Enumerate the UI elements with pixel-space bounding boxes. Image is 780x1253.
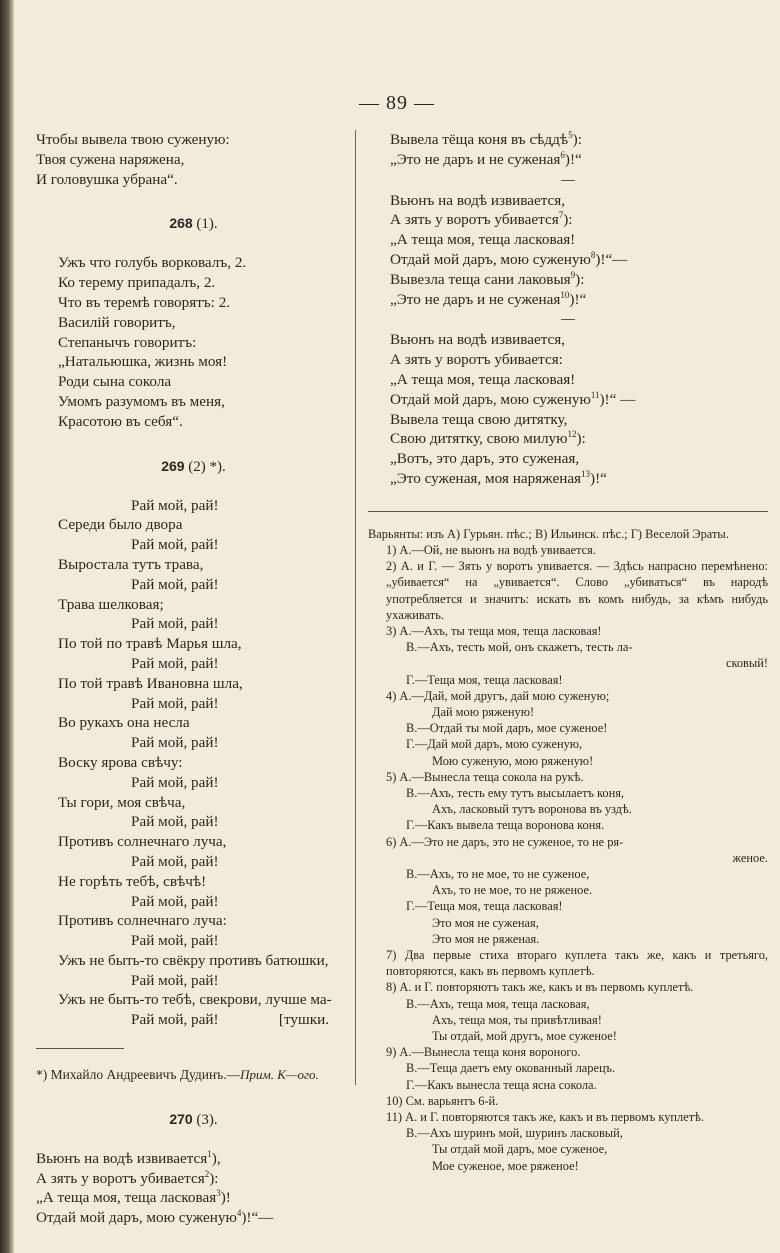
- text-line: Вывезла теща сани лаковыя$^9$):: [390, 269, 585, 288]
- text-line: Что въ теремѣ говорятъ: 2.: [58, 293, 231, 311]
- text-line: Противъ солнечнаго луча:: [58, 912, 227, 930]
- variant-note: Ахъ, ласковый тутъ воронова въ уздѣ.: [432, 802, 632, 817]
- variant-note: В.—Ахъ, то не мое, то не суженое,: [406, 867, 590, 882]
- text-line: Ты гори, моя свѣча,: [58, 793, 186, 811]
- variant-note: Г.—Теща моя, теща ласковая!: [406, 899, 563, 914]
- text-line: По той травѣ Ивановна шла,: [58, 674, 243, 692]
- text-line: И головушка убрана“.: [36, 170, 178, 188]
- variant-note: 6) А.—Это не даръ, это не суженое, то не ря-: [386, 834, 624, 849]
- footnote-marker: 2: [204, 1168, 210, 1179]
- text-line: Отдай мой даръ, мою суженую$^4$)!“—: [36, 1208, 274, 1227]
- variant-note: В.—Отдай ты мой даръ, мое суженое!: [406, 721, 608, 736]
- footnote-marker: 7: [558, 210, 564, 221]
- text-line: Отдай мой даръ, мою суженую$^8$)!“—: [390, 249, 628, 268]
- text-line: А зять у воротъ убивается$^2$):: [36, 1168, 219, 1187]
- text-line: Вьюнъ на водѣ извивается$^1$),: [36, 1148, 221, 1167]
- text-line: Ко терему припадалъ, 2.: [58, 274, 216, 292]
- text-line: Рай мой, рай!: [131, 892, 219, 910]
- variant-note: В.—Ахъ, тесть мой, онъ скажетъ, тесть ла-: [406, 640, 633, 655]
- footnote-marker: 3: [216, 1188, 221, 1199]
- column-divider: [355, 130, 356, 1085]
- text-line: Ужъ не быть-то тебѣ, свекрови, лучше ма-: [58, 991, 332, 1009]
- line-tail: ):: [209, 1169, 219, 1187]
- line-tail: )!“: [569, 290, 587, 308]
- book-binding-edge: [0, 0, 14, 1253]
- text-line: А зять у воротъ убивается$^7$):: [390, 210, 573, 229]
- variant-note: 2) А. и Г. — Зять у воротъ увивается. — Здѣсь напрасно перемѣнено: „убивается“ на „увивается“. Слово „убиваться“ въ народѣ употребляется и значитъ: искать въ комъ нибудь, за кѣмъ нибудь ухаживать.: [386, 559, 768, 622]
- variant-note: Варьянты: изъ А) Гурьян. пѣс.; В) Ильинск. пѣс.; Г) Веселой Эраты.: [368, 526, 729, 541]
- footnote-marker: 9: [570, 269, 576, 280]
- variant-note: В.—Ахъ шуринъ мой, шуринъ ласковый,: [406, 1126, 623, 1141]
- text-line: Свою дитятку, свою милую$^{12}$):: [390, 429, 586, 448]
- variant-note: Ты отдай мой даръ, мое суженое,: [432, 1142, 608, 1157]
- text-line: Рай мой, рай!: [131, 773, 219, 791]
- footnote-marker: 13: [581, 468, 591, 479]
- text-line: „Натальюшка, жизнь моя!: [58, 353, 228, 371]
- variant-note: 8) А. и Г. повторяютъ такъ же, какъ и въ первомъ куплетѣ.: [386, 980, 694, 995]
- variant-note: Ахъ, то не мое, то не ряженое.: [432, 883, 593, 898]
- variant-note: Г.—Какъ вынесла теща ясна сокола.: [406, 1077, 597, 1092]
- song-270-text: [36, 1149, 351, 1228]
- text-line: Рай мой, рай!: [131, 496, 219, 514]
- footnote: *) Михайло Андреевичъ Дудинъ.—Прим. К—ого.: [36, 1067, 319, 1083]
- text-line: Рай мой, рай!: [131, 575, 219, 593]
- variant-note: Дай мою ряженую!: [432, 704, 535, 719]
- line-tail: ),: [211, 1149, 221, 1167]
- text-line: Середи было двора: [58, 516, 183, 534]
- variant-note: 5) А.—Вынесла теща сокола на рукѣ.: [386, 769, 584, 784]
- text-line: По той по травѣ Марья шла,: [58, 635, 242, 653]
- text-line: Вывела теща свою дитятку,: [390, 410, 568, 428]
- variant-note: 11) А. и Г. повторяются такъ же, какъ и въ первомъ куплетѣ.: [386, 1110, 704, 1125]
- variant-note: Это моя не суженая,: [432, 915, 539, 930]
- line-tail: ):: [576, 430, 586, 448]
- text-line: Рай мой, рай!: [131, 734, 219, 752]
- text-line: Чтобы вывела твою суженую:: [36, 131, 230, 148]
- variant-note: Ахъ, теща моя, ты привѣтливая!: [432, 1012, 602, 1027]
- footnote-marker: 4: [236, 1208, 242, 1219]
- text-line: „Это суженая, моя наряженая$^{13}$)!“: [390, 468, 607, 487]
- text-line: Отдай мой даръ, мою суженую$^{11}$)!“ —: [390, 389, 636, 408]
- text-line: „А теща моя, теща ласковая$^3$)!: [36, 1188, 231, 1207]
- variant-note: В.—Ахъ, теща моя, теща ласковая,: [406, 996, 590, 1011]
- text-line: Степанычъ говоритъ:: [58, 333, 197, 351]
- text-line: Красотою въ себя“.: [58, 412, 183, 430]
- song-269-text: [36, 496, 351, 1031]
- variant-note: Это моя не ряженая.: [432, 931, 540, 946]
- variant-note: Мою суженую, мою ряженую!: [432, 753, 594, 768]
- variant-note: Ты отдай, мой другъ, мое суженое!: [432, 1029, 617, 1044]
- text-line: Рай мой, рай! [тушки.: [131, 1011, 329, 1029]
- variant-note: 7) Два первые стиха втораго куплета такъ же, какъ и третьяго, повторяются, какъ въ первомъ куплетѣ.: [386, 948, 768, 979]
- line-tail: )!“: [590, 469, 607, 487]
- book-page: [14, 0, 780, 1253]
- text-line: Выростала тутъ трава,: [58, 555, 204, 573]
- variant-note: В.—Теща даетъ ему окованный ларецъ.: [406, 1061, 616, 1076]
- song-268-heading: 268 (1).: [169, 215, 218, 233]
- variants-separator: [368, 511, 768, 512]
- variant-note: 1) А.—Ой, не вьюнъ на водѣ увивается.: [386, 542, 596, 557]
- line-tail: )!“—: [595, 250, 628, 268]
- text-line: Вьюнъ на водѣ извивается,: [390, 191, 566, 209]
- text-line: А зять у воротъ убивается:: [390, 351, 563, 369]
- text-line: Рай мой, рай!: [131, 615, 219, 633]
- footnote-marker: 5: [568, 129, 573, 140]
- text-line: Во рукахъ она несла: [58, 714, 190, 732]
- variant-note: Мое суженое, мое ряженое!: [432, 1158, 579, 1173]
- intro-lines: [36, 130, 351, 189]
- text-line: „Это не даръ и не суженая$^6$)!“: [390, 149, 582, 168]
- page-number: — 89 —: [359, 92, 435, 114]
- text-line: „А теща моя, теща ласковая!: [390, 370, 576, 388]
- footnote-marker: 1: [207, 1148, 212, 1159]
- variant-note: Г.—Теща моя, теща ласковая!: [406, 672, 563, 687]
- footnote-marker: 10: [560, 289, 570, 300]
- text-line: Умомъ разумомъ въ меня,: [58, 392, 225, 410]
- footnote-marker: 11: [590, 389, 600, 400]
- stanza-2: [368, 191, 768, 310]
- song-268-text: [36, 253, 351, 431]
- text-line: Не горѣть тебѣ, свѣчѣ!: [58, 872, 207, 890]
- variant-note: 3) А.—Ахъ, ты теща моя, теща ласковая!: [386, 623, 602, 638]
- text-line: Воску ярова свѣчу:: [58, 753, 183, 771]
- text-line: Вывела тёща коня въ сѣддѣ$^5$):: [390, 129, 582, 148]
- variants-notes: [368, 526, 768, 1174]
- line-tail: )!: [220, 1189, 231, 1207]
- variant-note: женое.: [732, 850, 768, 865]
- line-tail: ):: [563, 211, 573, 229]
- text-line: Ужъ что голубь ворковалъ, 2.: [58, 254, 247, 272]
- stanza-dash: [561, 180, 575, 181]
- line-tail: )!“ —: [599, 390, 636, 408]
- stanza-1: [368, 130, 768, 170]
- footnote-separator: [36, 1048, 124, 1049]
- text-line: Рай мой, рай!: [131, 694, 219, 712]
- song-270-heading: 270 (3).: [169, 1110, 218, 1128]
- line-tail: ):: [575, 270, 585, 288]
- text-line: Противъ солнечнаго луча,: [58, 833, 227, 851]
- stanza-dash: [561, 319, 575, 320]
- footnote-marker: 6: [560, 149, 565, 160]
- line-tail: ):: [572, 131, 582, 148]
- right-column: [368, 130, 768, 1174]
- text-line: Рай мой, рай!: [131, 536, 219, 554]
- text-line: Рай мой, рай!: [131, 971, 219, 989]
- text-line: „Это не даръ и не суженая$^{10}$)!“: [390, 289, 587, 308]
- text-line: Рай мой, рай!: [131, 932, 219, 950]
- text-line: Твоя сужена наряжена,: [36, 150, 185, 168]
- stanza-3: [368, 330, 768, 488]
- left-column: [36, 130, 351, 1228]
- footnote-marker: 12: [567, 429, 577, 440]
- text-line: Рай мой, рай!: [131, 654, 219, 672]
- song-269-heading: 269 (2) *).: [161, 457, 226, 475]
- variant-note: 10) См. варьянтъ 6-й.: [386, 1093, 499, 1108]
- footnote-marker: 8: [590, 249, 596, 260]
- text-line: Ужъ не быть-то свёкру противъ батюшки,: [58, 951, 329, 969]
- text-line: Василій говоритъ,: [58, 313, 176, 331]
- variant-note: В.—Ахъ, тесть ему тутъ высылаетъ коня,: [406, 786, 625, 800]
- text-line: Вьюнъ на водѣ извивается,: [390, 331, 566, 349]
- line-tail: )!“—: [241, 1209, 274, 1227]
- text-line: „А теща моя, теща ласковая!: [390, 231, 576, 249]
- text-line: Рай мой, рай!: [131, 813, 219, 831]
- variant-note: сковый!: [725, 656, 768, 671]
- text-line: Роди сына сокола: [58, 373, 172, 391]
- text-line: Рай мой, рай!: [131, 852, 219, 870]
- text-line: „Вотъ, это даръ, это суженая,: [390, 450, 580, 468]
- variant-note: 4) А.—Дай, мой другъ, дай мою суженую;: [386, 688, 610, 703]
- variant-note: 9) А.—Вынесла теща коня вороного.: [386, 1045, 581, 1060]
- text-line: Трава шелковая;: [58, 595, 164, 613]
- variant-note: Г.—Какъ вывела теща воронова коня.: [406, 818, 605, 833]
- line-tail: )!“: [564, 150, 582, 168]
- line-tail: [тушки.: [278, 1011, 329, 1029]
- variant-note: Г.—Дай мой даръ, мою суженую,: [406, 737, 583, 752]
